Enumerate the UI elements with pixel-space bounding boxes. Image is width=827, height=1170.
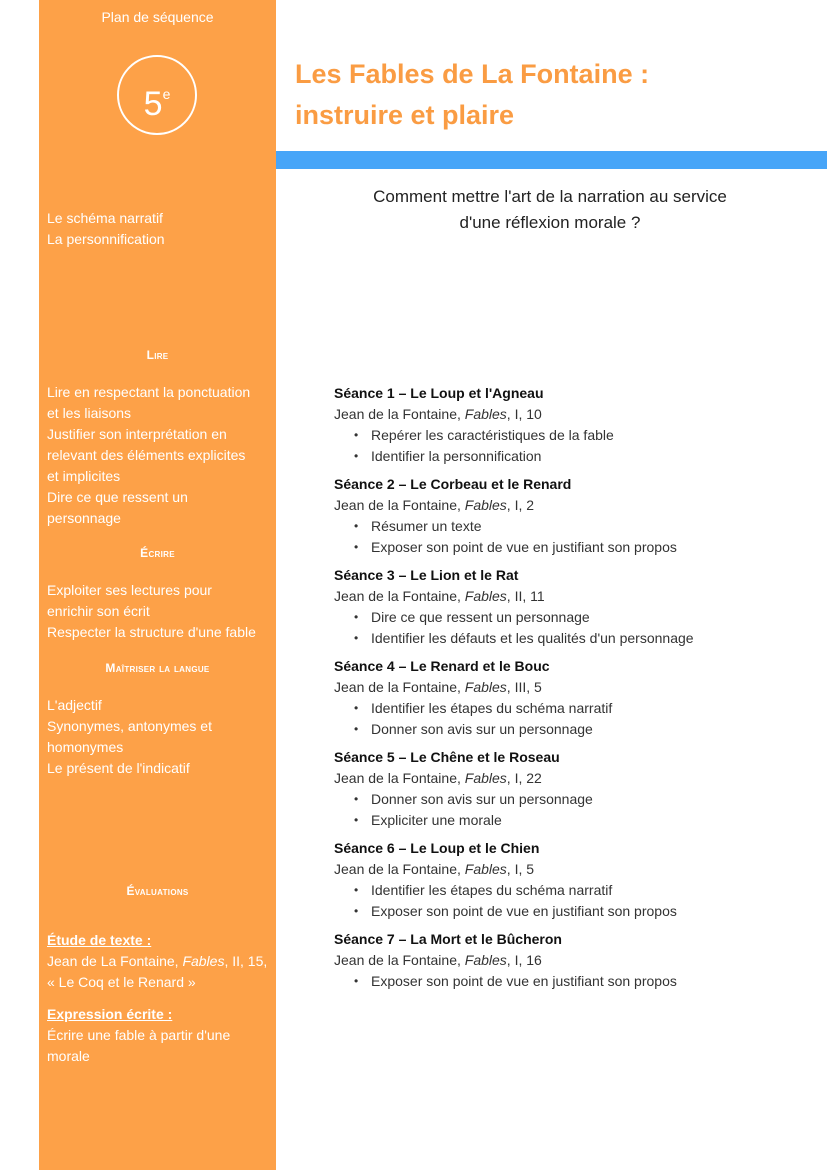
text-study-author: Jean de La Fontaine, [47,953,183,969]
objective-item [334,719,814,740]
session-title: Séance 3 – Le Lion et le Rat [334,567,519,583]
question-line: Comment mettre l'art de la narration au service [373,187,727,206]
question-line: d'une réflexion morale ? [459,213,641,232]
objective-text: Résumer un texte [371,518,482,534]
writing-line: morale [47,1048,90,1064]
session-work: Fables [464,588,507,604]
bullet-icon: • [354,449,359,463]
objective-item [334,516,814,537]
objective-item [334,789,814,810]
evaluations-heading: Évaluations [126,884,189,898]
ecrire-skills [47,580,271,643]
langue-skills [47,695,271,779]
grade-level-number: 5 [143,85,163,123]
skill-line: homonymes [47,739,124,755]
problem-question [300,184,800,236]
session-objectives [334,425,814,467]
lire-skills [47,382,271,529]
session-author: Jean de la Fontaine, [334,679,465,695]
objective-text: Donner son avis sur un personnage [371,721,593,737]
session-objectives [334,516,814,558]
session-author: Jean de la Fontaine, [334,861,465,877]
objective-item [334,425,814,446]
objective-text: Identifier les étapes du schéma narratif [371,882,613,898]
session-work: Fables [464,952,507,968]
bullet-icon: • [354,631,359,645]
notions-list [47,208,271,250]
session-ref: , I, 22 [506,770,542,786]
session-ref: , III, 5 [506,679,542,695]
objective-text: Identifier les défauts et les qualités d'un personnage [371,630,694,646]
objective-text: Repérer les caractéristiques de la fable [371,427,614,443]
skill-line: Synonymes, antonymes et [47,718,212,734]
session-title: Séance 1 – Le Loup et l'Agneau [334,385,544,401]
session-ref: , I, 5 [506,861,535,877]
title-line: Les Fables de La Fontaine : [295,59,650,89]
skill-line: enrichir son écrit [47,603,150,619]
objective-item [334,537,814,558]
page-title [295,54,795,136]
text-study-ref: , II, 15, [224,953,268,969]
objective-text: Exposer son point de vue en justifiant son propos [371,973,677,989]
skill-line: relevant des éléments explicites [47,447,246,463]
session-work: Fables [464,406,507,422]
session-title: Séance 7 – La Mort et le Bûcheron [334,931,562,947]
skill-line: Justifier son interprétation en [47,426,227,442]
bullet-icon: • [354,974,359,988]
session-ref: , I, 16 [506,952,542,968]
evaluation-writing [47,1004,271,1067]
sidebar [39,0,276,1170]
session-reference [334,859,814,880]
session-reference [334,404,814,425]
objective-text: Exposer son point de vue en justifiant son propos [371,903,677,919]
objective-item [334,810,814,831]
skill-line: Lire en respectant la ponctuation [47,384,251,400]
objective-text: Dire ce que ressent un personnage [371,609,590,625]
bullet-icon: • [354,722,359,736]
session-author: Jean de la Fontaine, [334,497,465,513]
session-title: Séance 2 – Le Corbeau et le Renard [334,476,572,492]
writing-line: Écrire une fable à partir d'une [47,1027,231,1043]
accent-bar [276,151,827,169]
session-objectives [334,698,814,740]
grade-level-suffix: e [162,86,171,102]
langue-heading: Maîtriser la langue [105,661,210,675]
session-block [334,565,814,649]
session-objectives [334,789,814,831]
session-objectives [334,880,814,922]
skill-line: et les liaisons [47,405,132,421]
bullet-icon: • [354,883,359,897]
session-reference [334,586,814,607]
session-work: Fables [464,679,507,695]
session-ref: , I, 2 [506,497,535,513]
bullet-icon: • [354,428,359,442]
objective-text: Identifier la personnification [371,448,542,464]
objective-item [334,698,814,719]
bullet-icon: • [354,792,359,806]
evaluation-text-study [47,930,271,993]
text-study-work: Fables [182,953,225,969]
text-study-title: « Le Coq et le Renard » [47,974,196,990]
notion-item: La personnification [47,231,165,247]
ecrire-heading: Écrire [140,546,175,560]
objective-item [334,628,814,649]
objective-item [334,446,814,467]
skill-line: Exploiter ses lectures pour [47,582,212,598]
bullet-icon: • [354,540,359,554]
session-reference [334,677,814,698]
session-block [334,656,814,740]
notion-item: Le schéma narratif [47,210,163,226]
objective-item [334,901,814,922]
session-author: Jean de la Fontaine, [334,588,465,604]
objective-text: Identifier les étapes du schéma narratif [371,700,613,716]
bullet-icon: • [354,904,359,918]
session-work: Fables [464,497,507,513]
session-work: Fables [464,861,507,877]
skill-line: Dire ce que ressent un [47,489,188,505]
session-objectives [334,971,814,992]
skill-line: Le présent de l'indicatif [47,760,190,776]
session-ref: , II, 11 [506,588,545,604]
sessions-list [334,383,814,999]
session-block [334,474,814,558]
session-author: Jean de la Fontaine, [334,770,465,786]
objective-item [334,607,814,628]
session-block [334,838,814,922]
writing-label: Expression écrite : [47,1006,173,1022]
skill-line: L'adjectif [47,697,102,713]
lire-heading: Lire [146,348,169,362]
session-author: Jean de la Fontaine, [334,952,465,968]
session-author: Jean de la Fontaine, [334,406,465,422]
objective-text: Expliciter une morale [371,812,502,828]
bullet-icon: • [354,519,359,533]
session-block [334,929,814,992]
objective-item [334,971,814,992]
session-ref: , I, 10 [506,406,542,422]
skill-line: personnage [47,510,121,526]
skill-line: Respecter la structure d'une fable [47,624,256,640]
session-block [334,747,814,831]
session-block [334,383,814,467]
session-title: Séance 5 – Le Chêne et le Roseau [334,749,560,765]
session-work: Fables [464,770,507,786]
bullet-icon: • [354,813,359,827]
bullet-icon: • [354,701,359,715]
session-reference [334,950,814,971]
objective-text: Exposer son point de vue en justifiant son propos [371,539,677,555]
objective-text: Donner son avis sur un personnage [371,791,593,807]
session-reference [334,495,814,516]
session-objectives [334,607,814,649]
title-line: instruire et plaire [295,100,515,130]
sequence-plan-label: Plan de séquence [101,9,214,25]
objective-item [334,880,814,901]
session-title: Séance 6 – Le Loup et le Chien [334,840,540,856]
grade-level-badge [117,55,197,135]
session-title: Séance 4 – Le Renard et le Bouc [334,658,550,674]
skill-line: et implicites [47,468,121,484]
bullet-icon: • [354,610,359,624]
session-reference [334,768,814,789]
text-study-label: Étude de texte : [47,932,152,948]
